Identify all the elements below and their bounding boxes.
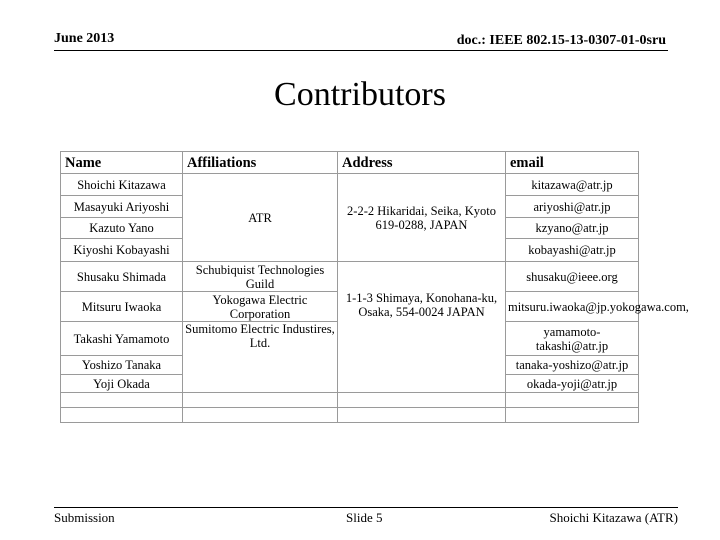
header-email: email bbox=[506, 152, 639, 174]
contributor-name: Masayuki Ariyoshi bbox=[61, 196, 183, 218]
contributor-name: Shusaku Shimada bbox=[61, 262, 183, 292]
affiliation-cell: Yokogawa Electric Corporation bbox=[183, 292, 338, 322]
affiliation-cell: Schubiquist Technologies Guild bbox=[183, 262, 338, 292]
contributor-email: ariyoshi@atr.jp bbox=[506, 196, 639, 218]
contributor-name: Kiyoshi Kobayashi bbox=[61, 239, 183, 262]
contributor-name: Yoji Okada bbox=[61, 375, 183, 393]
header-name: Name bbox=[61, 152, 183, 174]
footer-divider bbox=[54, 507, 678, 508]
header-date: June 2013 bbox=[54, 31, 115, 46]
affiliation-cell: Sumitomo Electric Industires, Ltd. bbox=[183, 322, 338, 393]
contributor-name: Yoshizo Tanaka bbox=[61, 356, 183, 375]
table-row-empty bbox=[61, 393, 639, 408]
contributor-email: kitazawa@atr.jp bbox=[506, 174, 639, 196]
slide-title: Contributors bbox=[274, 76, 446, 113]
footer-author: Shoichi Kitazawa (ATR) bbox=[549, 510, 678, 525]
table-row bbox=[61, 262, 639, 292]
address-cell: 1-1-3 Shimaya, Konohana-ku, Osaka, 554-0024 JAPAN bbox=[338, 262, 506, 393]
footer-slide-number: Slide 5 bbox=[346, 510, 383, 525]
contributor-name: Kazuto Yano bbox=[61, 218, 183, 239]
table-row bbox=[61, 174, 639, 196]
table-row-empty bbox=[61, 408, 639, 423]
contributor-email: shusaku@ieee.org bbox=[506, 262, 639, 292]
contributor-email: mitsuru.iwaoka@jp.yokogawa.com, bbox=[506, 292, 639, 322]
contributor-name: Shoichi Kitazawa bbox=[61, 174, 183, 196]
contributors-table bbox=[60, 151, 689, 423]
contributor-name: Takashi Yamamoto bbox=[61, 322, 183, 356]
contributor-name: Mitsuru Iwaoka bbox=[61, 292, 183, 322]
address-cell: 2-2-2 Hikaridai, Seika, Kyoto 619-0288, JAPAN bbox=[338, 174, 506, 262]
header-doc-id: doc.: IEEE 802.15-13-0307-01-0sru bbox=[456, 33, 666, 48]
contributor-email: okada-yoji@atr.jp bbox=[506, 375, 639, 393]
header-divider bbox=[54, 50, 668, 51]
header-affiliations: Affiliations bbox=[183, 152, 338, 174]
table-header-row bbox=[61, 152, 639, 174]
affiliation-cell: ATR bbox=[183, 174, 338, 262]
footer-submission: Submission bbox=[54, 510, 115, 525]
contributor-email: yamamoto-takashi@atr.jp bbox=[506, 322, 639, 356]
contributor-email: kobayashi@atr.jp bbox=[506, 239, 639, 262]
contributor-email: tanaka-yoshizo@atr.jp bbox=[506, 356, 639, 375]
header-address: Address bbox=[338, 152, 506, 174]
contributor-email: kzyano@atr.jp bbox=[506, 218, 639, 239]
